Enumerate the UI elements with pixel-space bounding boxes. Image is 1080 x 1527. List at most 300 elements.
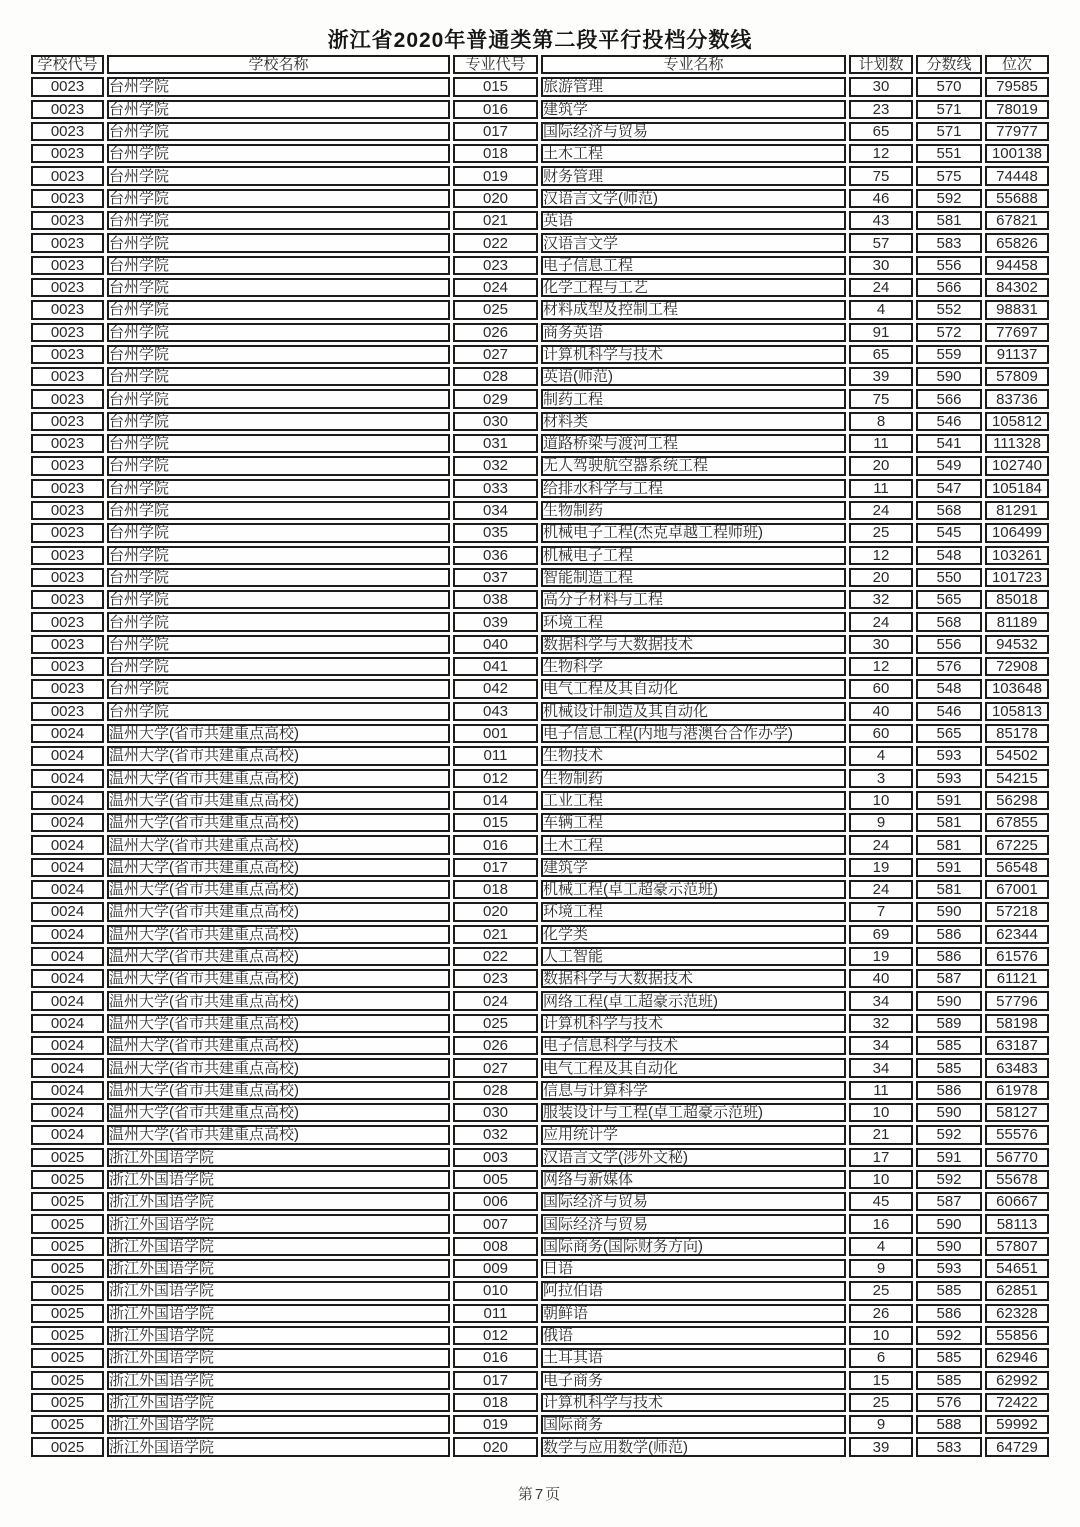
table-cell: 0024 — [31, 1014, 104, 1033]
table-cell: 549 — [916, 456, 982, 475]
table-cell: 103648 — [985, 679, 1049, 698]
table-cell: 0025 — [31, 1214, 104, 1233]
table-cell: 022 — [453, 233, 538, 252]
table-cell: 67855 — [985, 813, 1049, 832]
table-cell: 道路桥梁与渡河工程 — [541, 434, 846, 453]
table-cell: 56548 — [985, 858, 1049, 877]
table-row — [31, 769, 1049, 788]
table-cell: 信息与计算科学 — [541, 1081, 846, 1100]
table-cell: 机械电子工程 — [541, 546, 846, 565]
table-cell: 032 — [453, 1125, 538, 1144]
table-cell: 台州学院 — [107, 679, 450, 698]
table-cell: 浙江外国语学院 — [107, 1281, 450, 1300]
table-cell: 75 — [849, 389, 913, 408]
column-header: 专业代号 — [453, 55, 538, 74]
table-cell: 037 — [453, 568, 538, 587]
table-cell: 温州大学(省市共建重点高校) — [107, 880, 450, 899]
table-cell: 012 — [453, 1326, 538, 1345]
table-cell: 105813 — [985, 702, 1049, 721]
table-cell: 台州学院 — [107, 211, 450, 230]
table-cell: 003 — [453, 1148, 538, 1167]
table-cell: 57 — [849, 233, 913, 252]
table-cell: 56298 — [985, 791, 1049, 810]
table-cell: 温州大学(省市共建重点高校) — [107, 947, 450, 966]
table-cell: 17 — [849, 1148, 913, 1167]
table-cell: 商务英语 — [541, 323, 846, 342]
table-cell: 026 — [453, 1036, 538, 1055]
table-cell: 0024 — [31, 1036, 104, 1055]
table-row — [31, 546, 1049, 565]
table-cell: 0024 — [31, 925, 104, 944]
table-cell: 汉语言文学(师范) — [541, 189, 846, 208]
table-cell: 0024 — [31, 769, 104, 788]
table-cell: 0023 — [31, 144, 104, 163]
table-cell: 62992 — [985, 1371, 1049, 1390]
table-cell: 俄语 — [541, 1326, 846, 1345]
table-cell: 0025 — [31, 1281, 104, 1300]
table-cell: 26 — [849, 1304, 913, 1323]
table-cell: 温州大学(省市共建重点高校) — [107, 1103, 450, 1122]
table-cell: 559 — [916, 345, 982, 364]
table-cell: 020 — [453, 902, 538, 921]
table-cell: 计算机科学与技术 — [541, 1014, 846, 1033]
table-cell: 592 — [916, 189, 982, 208]
table-cell: 国际经济与贸易 — [541, 122, 846, 141]
table-cell: 温州大学(省市共建重点高校) — [107, 835, 450, 854]
table-cell: 台州学院 — [107, 546, 450, 565]
table-cell: 24 — [849, 278, 913, 297]
table-cell: 24 — [849, 835, 913, 854]
table-cell: 56770 — [985, 1148, 1049, 1167]
table-row — [31, 233, 1049, 252]
table-cell: 572 — [916, 323, 982, 342]
table-cell: 034 — [453, 501, 538, 520]
table-cell: 0024 — [31, 724, 104, 743]
table-cell: 030 — [453, 1103, 538, 1122]
table-row — [31, 479, 1049, 498]
table-cell: 0024 — [31, 1081, 104, 1100]
table-cell: 0024 — [31, 813, 104, 832]
table-cell: 67225 — [985, 835, 1049, 854]
table-cell: 4 — [849, 746, 913, 765]
table-cell: 025 — [453, 1014, 538, 1033]
table-cell: 546 — [916, 412, 982, 431]
table-cell: 61978 — [985, 1081, 1049, 1100]
table-cell: 0024 — [31, 880, 104, 899]
table-cell: 数学与应用数学(师范) — [541, 1437, 846, 1456]
table-cell: 581 — [916, 211, 982, 230]
table-cell: 台州学院 — [107, 122, 450, 141]
table-cell: 24 — [849, 880, 913, 899]
table-row — [31, 1192, 1049, 1211]
table-cell: 温州大学(省市共建重点高校) — [107, 769, 450, 788]
table-cell: 建筑学 — [541, 100, 846, 119]
table-cell: 材料类 — [541, 412, 846, 431]
table-cell: 0023 — [31, 434, 104, 453]
table-cell: 生物制药 — [541, 769, 846, 788]
table-cell: 103261 — [985, 546, 1049, 565]
table-cell: 587 — [916, 1192, 982, 1211]
table-cell: 81291 — [985, 501, 1049, 520]
table-row — [31, 278, 1049, 297]
table-cell: 台州学院 — [107, 702, 450, 721]
table-cell: 548 — [916, 679, 982, 698]
table-cell: 0023 — [31, 189, 104, 208]
table-cell: 105184 — [985, 479, 1049, 498]
table-row — [31, 166, 1049, 185]
table-cell: 101723 — [985, 568, 1049, 587]
table-cell: 91137 — [985, 345, 1049, 364]
table-cell: 571 — [916, 100, 982, 119]
table-cell: 0025 — [31, 1348, 104, 1367]
table-row — [31, 323, 1049, 342]
table-cell: 0025 — [31, 1192, 104, 1211]
table-cell: 20 — [849, 568, 913, 587]
table-cell: 015 — [453, 77, 538, 96]
table-cell: 58198 — [985, 1014, 1049, 1033]
table-row — [31, 211, 1049, 230]
table-cell: 浙江外国语学院 — [107, 1348, 450, 1367]
header-row — [31, 55, 1049, 74]
table-cell: 台州学院 — [107, 345, 450, 364]
table-row — [31, 345, 1049, 364]
table-cell: 568 — [916, 501, 982, 520]
table-cell: 568 — [916, 612, 982, 631]
table-cell: 545 — [916, 523, 982, 542]
table-row — [31, 144, 1049, 163]
table-cell: 591 — [916, 791, 982, 810]
table-cell: 0024 — [31, 835, 104, 854]
table-cell: 85178 — [985, 724, 1049, 743]
table-row — [31, 523, 1049, 542]
table-cell: 人工智能 — [541, 947, 846, 966]
table-cell: 111328 — [985, 434, 1049, 453]
table-row — [31, 969, 1049, 988]
table-cell: 039 — [453, 612, 538, 631]
table-cell: 020 — [453, 1437, 538, 1456]
table-cell: 83736 — [985, 389, 1049, 408]
table-cell: 0025 — [31, 1170, 104, 1189]
table-cell: 006 — [453, 1192, 538, 1211]
table-cell: 0024 — [31, 991, 104, 1010]
table-cell: 车辆工程 — [541, 813, 846, 832]
table-cell: 国际商务(国际财务方向) — [541, 1237, 846, 1256]
table-cell: 017 — [453, 858, 538, 877]
page-title: 浙江省2020年普通类第二段平行投档分数线 — [327, 29, 753, 52]
table-cell: 9 — [849, 1415, 913, 1434]
table-cell: 浙江外国语学院 — [107, 1214, 450, 1233]
table-cell: 应用统计学 — [541, 1125, 846, 1144]
table-cell: 106499 — [985, 523, 1049, 542]
table-cell: 74448 — [985, 166, 1049, 185]
table-row — [31, 77, 1049, 96]
table-cell: 0023 — [31, 635, 104, 654]
table-cell: 014 — [453, 791, 538, 810]
table-cell: 台州学院 — [107, 635, 450, 654]
table-cell: 浙江外国语学院 — [107, 1170, 450, 1189]
table-row — [31, 412, 1049, 431]
table-cell: 温州大学(省市共建重点高校) — [107, 925, 450, 944]
table-cell: 0023 — [31, 456, 104, 475]
table-cell: 19 — [849, 858, 913, 877]
table-cell: 电气工程及其自动化 — [541, 1058, 846, 1077]
table-row — [31, 1281, 1049, 1300]
table-row — [31, 880, 1049, 899]
table-cell: 54215 — [985, 769, 1049, 788]
page-number: 第7页 — [517, 1486, 563, 1503]
table-cell: 9 — [849, 1259, 913, 1278]
column-header: 学校代号 — [31, 55, 104, 74]
table-cell: 591 — [916, 858, 982, 877]
table-cell: 0023 — [31, 211, 104, 230]
table-cell: 023 — [453, 969, 538, 988]
table-cell: 031 — [453, 434, 538, 453]
table-cell: 552 — [916, 300, 982, 319]
table-cell: 0023 — [31, 679, 104, 698]
table-cell: 586 — [916, 1304, 982, 1323]
table-cell: 028 — [453, 1081, 538, 1100]
table-cell: 105812 — [985, 412, 1049, 431]
table-cell: 温州大学(省市共建重点高校) — [107, 1058, 450, 1077]
table-cell: 台州学院 — [107, 389, 450, 408]
table-cell: 30 — [849, 635, 913, 654]
table-cell: 0023 — [31, 657, 104, 676]
table-cell: 60 — [849, 724, 913, 743]
table-cell: 0024 — [31, 969, 104, 988]
table-cell: 土木工程 — [541, 144, 846, 163]
table-cell: 12 — [849, 657, 913, 676]
table-cell: 机械设计制造及其自动化 — [541, 702, 846, 721]
table-cell: 032 — [453, 456, 538, 475]
table-cell: 035 — [453, 523, 538, 542]
table-cell: 国际商务 — [541, 1415, 846, 1434]
table-cell: 生物科学 — [541, 657, 846, 676]
table-row — [31, 1170, 1049, 1189]
table-cell: 制药工程 — [541, 389, 846, 408]
table-cell: 电子商务 — [541, 1371, 846, 1390]
table-cell: 022 — [453, 947, 538, 966]
table-cell: 11 — [849, 479, 913, 498]
table-cell: 台州学院 — [107, 412, 450, 431]
table-row — [31, 122, 1049, 141]
table-cell: 55576 — [985, 1125, 1049, 1144]
table-cell: 018 — [453, 1393, 538, 1412]
table-cell: 015 — [453, 813, 538, 832]
table-cell: 78019 — [985, 100, 1049, 119]
table-cell: 34 — [849, 1058, 913, 1077]
table-cell: 0025 — [31, 1326, 104, 1345]
table-row — [31, 902, 1049, 921]
column-header: 学校名称 — [107, 55, 450, 74]
table-cell: 台州学院 — [107, 300, 450, 319]
table-cell: 生物技术 — [541, 746, 846, 765]
table-cell: 027 — [453, 1058, 538, 1077]
table-cell: 590 — [916, 367, 982, 386]
table-row — [31, 590, 1049, 609]
table-cell: 台州学院 — [107, 367, 450, 386]
table-cell: 91 — [849, 323, 913, 342]
table-cell: 台州学院 — [107, 479, 450, 498]
table-cell: 019 — [453, 166, 538, 185]
table-cell: 温州大学(省市共建重点高校) — [107, 1014, 450, 1033]
table-cell: 0023 — [31, 612, 104, 631]
table-cell: 4 — [849, 300, 913, 319]
table-cell: 571 — [916, 122, 982, 141]
table-cell: 温州大学(省市共建重点高校) — [107, 1125, 450, 1144]
table-cell: 7 — [849, 902, 913, 921]
table-cell: 72422 — [985, 1393, 1049, 1412]
table-cell: 586 — [916, 1081, 982, 1100]
table-cell: 39 — [849, 1437, 913, 1456]
table-cell: 3 — [849, 769, 913, 788]
table-cell: 021 — [453, 211, 538, 230]
table-cell: 017 — [453, 1371, 538, 1390]
table-cell: 0023 — [31, 546, 104, 565]
table-row — [31, 1237, 1049, 1256]
table-cell: 浙江外国语学院 — [107, 1237, 450, 1256]
table-cell: 016 — [453, 1348, 538, 1367]
table-cell: 0025 — [31, 1259, 104, 1278]
table-cell: 25 — [849, 1281, 913, 1300]
table-cell: 智能制造工程 — [541, 568, 846, 587]
table-cell: 0024 — [31, 1058, 104, 1077]
table-row — [31, 835, 1049, 854]
table-cell: 0023 — [31, 100, 104, 119]
table-cell: 0023 — [31, 702, 104, 721]
table-cell: 台州学院 — [107, 144, 450, 163]
table-cell: 65 — [849, 345, 913, 364]
table-body — [31, 77, 1049, 1456]
table-cell: 017 — [453, 122, 538, 141]
table-cell: 温州大学(省市共建重点高校) — [107, 813, 450, 832]
table-cell: 62851 — [985, 1281, 1049, 1300]
table-cell: 台州学院 — [107, 456, 450, 475]
table-cell: 570 — [916, 77, 982, 96]
table-cell: 72908 — [985, 657, 1049, 676]
column-header: 专业名称 — [541, 55, 846, 74]
table-cell: 57807 — [985, 1237, 1049, 1256]
table-row — [31, 746, 1049, 765]
table-cell: 高分子材料与工程 — [541, 590, 846, 609]
column-header: 位次 — [985, 55, 1049, 74]
table-cell: 材料成型及控制工程 — [541, 300, 846, 319]
table-row — [31, 1304, 1049, 1323]
table-row — [31, 434, 1049, 453]
table-row — [31, 813, 1049, 832]
table-cell: 011 — [453, 1304, 538, 1323]
table-cell: 589 — [916, 1014, 982, 1033]
table-cell: 565 — [916, 724, 982, 743]
table-cell: 生物制药 — [541, 501, 846, 520]
table-cell: 国际经济与贸易 — [541, 1192, 846, 1211]
table-row — [31, 1415, 1049, 1434]
table-cell: 浙江外国语学院 — [107, 1148, 450, 1167]
table-row — [31, 702, 1049, 721]
table-cell: 0023 — [31, 389, 104, 408]
table-cell: 62344 — [985, 925, 1049, 944]
table-row — [31, 1125, 1049, 1144]
table-cell: 77697 — [985, 323, 1049, 342]
table-cell: 581 — [916, 813, 982, 832]
table-cell: 576 — [916, 1393, 982, 1412]
table-cell: 19 — [849, 947, 913, 966]
table-cell: 79585 — [985, 77, 1049, 96]
table-cell: 10 — [849, 1103, 913, 1122]
table-cell: 0023 — [31, 479, 104, 498]
table-cell: 温州大学(省市共建重点高校) — [107, 746, 450, 765]
table-cell: 15 — [849, 1371, 913, 1390]
table-cell: 0025 — [31, 1304, 104, 1323]
table-cell: 34 — [849, 991, 913, 1010]
table-cell: 590 — [916, 1103, 982, 1122]
table-cell: 0023 — [31, 323, 104, 342]
table-cell: 583 — [916, 233, 982, 252]
table-cell: 581 — [916, 835, 982, 854]
table-cell: 021 — [453, 925, 538, 944]
table-cell: 547 — [916, 479, 982, 498]
table-cell: 英语 — [541, 211, 846, 230]
table-cell: 005 — [453, 1170, 538, 1189]
table-cell: 585 — [916, 1036, 982, 1055]
table-row — [31, 300, 1049, 319]
table-cell: 81189 — [985, 612, 1049, 631]
table-cell: 550 — [916, 568, 982, 587]
table-cell: 020 — [453, 189, 538, 208]
table-cell: 585 — [916, 1058, 982, 1077]
table-cell: 24 — [849, 612, 913, 631]
table-cell: 浙江外国语学院 — [107, 1393, 450, 1412]
table-row — [31, 991, 1049, 1010]
table-cell: 60667 — [985, 1192, 1049, 1211]
table-cell: 台州学院 — [107, 501, 450, 520]
table-cell: 556 — [916, 256, 982, 275]
table-cell: 9 — [849, 813, 913, 832]
table-cell: 无人驾驶航空器系统工程 — [541, 456, 846, 475]
table-cell: 温州大学(省市共建重点高校) — [107, 1036, 450, 1055]
table-cell: 0023 — [31, 412, 104, 431]
table-cell: 585 — [916, 1371, 982, 1390]
table-cell: 592 — [916, 1170, 982, 1189]
table-cell: 机械电子工程(杰克卓越工程师班) — [541, 523, 846, 542]
table-cell: 温州大学(省市共建重点高校) — [107, 791, 450, 810]
table-cell: 40 — [849, 702, 913, 721]
table-cell: 028 — [453, 367, 538, 386]
table-cell: 55678 — [985, 1170, 1049, 1189]
table-cell: 0025 — [31, 1437, 104, 1456]
table-cell: 038 — [453, 590, 538, 609]
table-cell: 102740 — [985, 456, 1049, 475]
table-cell: 0023 — [31, 300, 104, 319]
table-cell: 温州大学(省市共建重点高校) — [107, 724, 450, 743]
table-cell: 计算机科学与技术 — [541, 1393, 846, 1412]
table-cell: 电气工程及其自动化 — [541, 679, 846, 698]
table-cell: 551 — [916, 144, 982, 163]
table-row — [31, 1326, 1049, 1345]
table-row — [31, 724, 1049, 743]
table-cell: 32 — [849, 590, 913, 609]
table-cell: 0023 — [31, 345, 104, 364]
table-cell: 75 — [849, 166, 913, 185]
column-header: 计划数 — [849, 55, 913, 74]
table-cell: 英语(师范) — [541, 367, 846, 386]
table-cell: 042 — [453, 679, 538, 698]
table-cell: 0024 — [31, 746, 104, 765]
table-cell: 546 — [916, 702, 982, 721]
table-cell: 0025 — [31, 1371, 104, 1390]
table-cell: 8 — [849, 412, 913, 431]
table-row — [31, 568, 1049, 587]
table-cell: 4 — [849, 1237, 913, 1256]
